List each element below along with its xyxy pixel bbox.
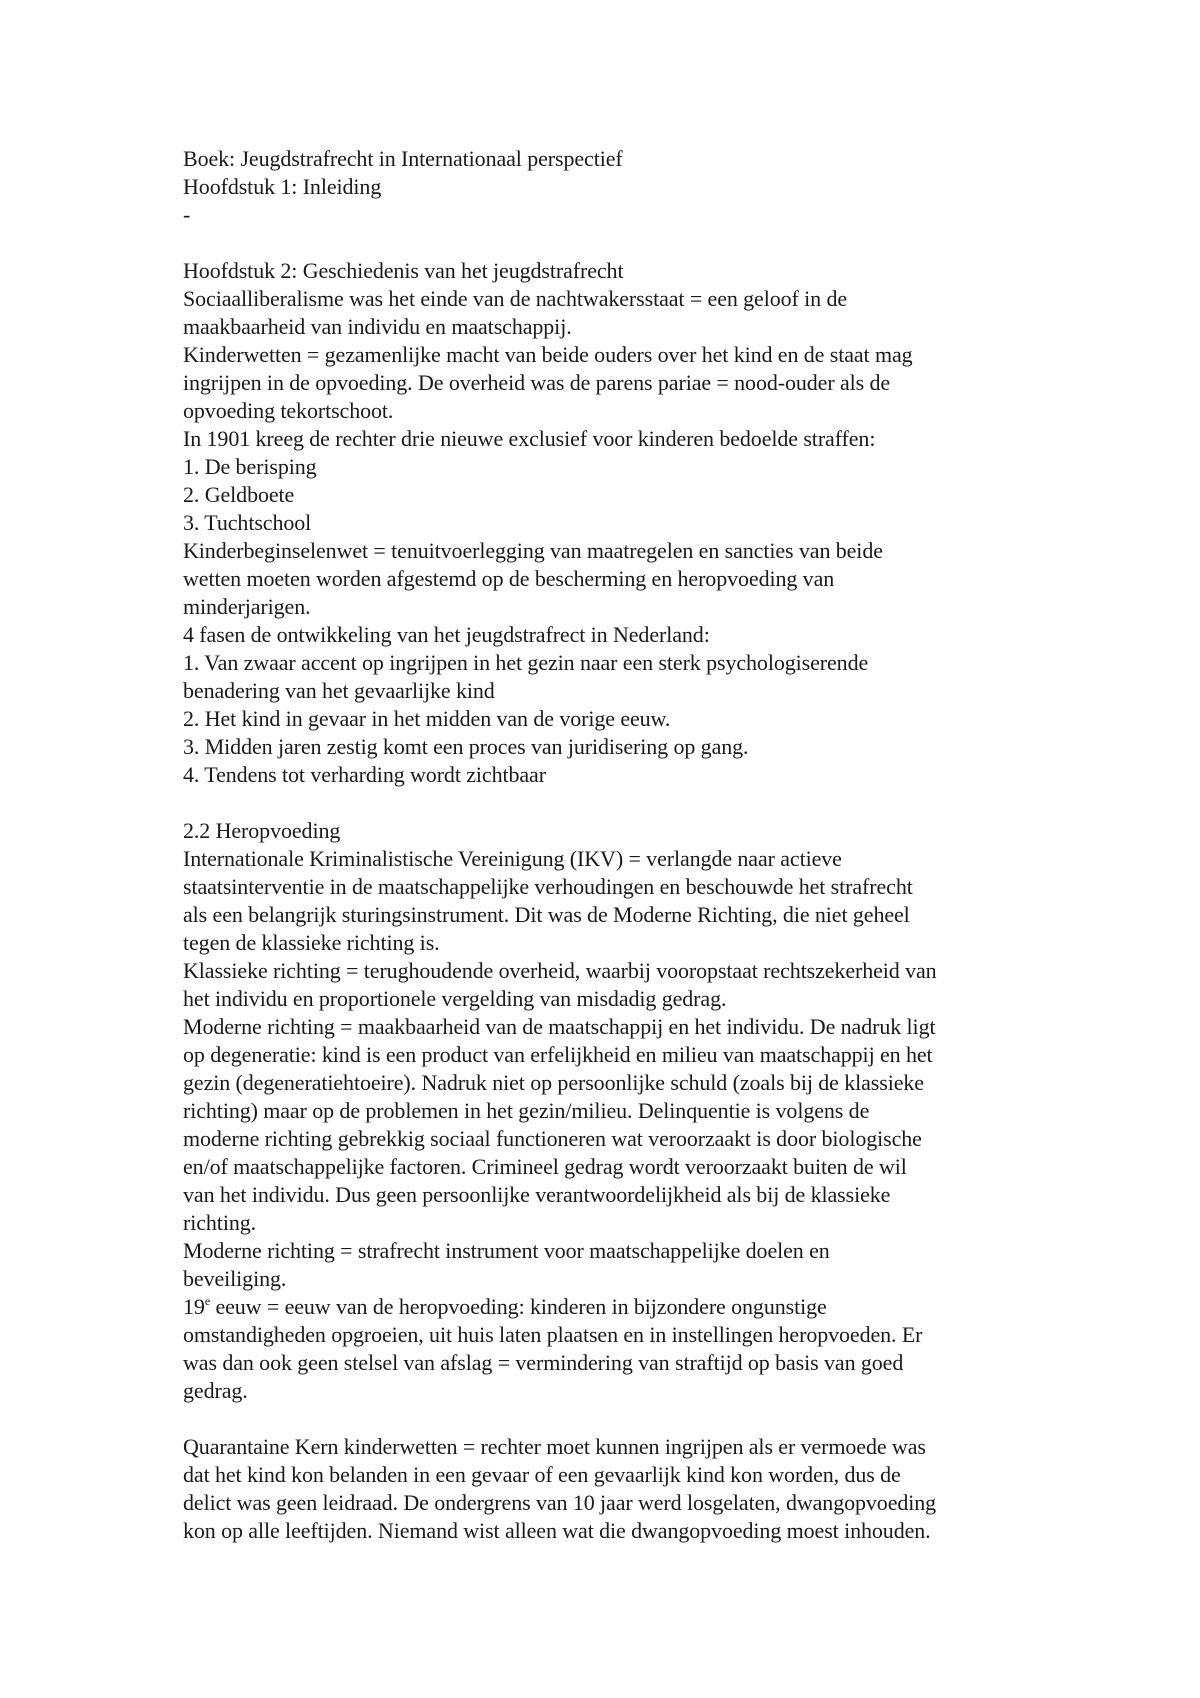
document-body: [183, 145, 1043, 1545]
text-line: dat het kind kon belanden in een gevaar of een gevaarlijk kind kon worden, dus de: [183, 1462, 901, 1487]
century-text: eeuw = eeuw van de heropvoeding: kinderen in bijzondere ongunstige: [210, 1294, 827, 1319]
text-line: Sociaalliberalisme was het einde van de nachtwakersstaat = een geloof in de: [183, 286, 848, 311]
list-item: 3. Tuchtschool: [183, 510, 312, 535]
text-line: op degeneratie: kind is een product van erfelijkheid en milieu van maatschappij en het: [183, 1042, 933, 1067]
list-item: 1. De berisping: [183, 454, 317, 479]
text-line: maakbaarheid van individu en maatschappij.: [183, 314, 572, 339]
section-2-2-heading: 2.2 Heropvoeding: [183, 818, 341, 843]
text-line: staatsinterventie in de maatschappelijke verhoudingen en beschouwde het strafrecht: [183, 874, 913, 899]
spacer: [183, 229, 1043, 257]
text-line: Moderne richting = maakbaarheid van de maatschappij en het individu. De nadruk ligt: [183, 1014, 936, 1039]
text-line: gedrag.: [183, 1378, 248, 1403]
text-line: kon op alle leeftijden. Niemand wist alleen wat die dwangopvoeding moest inhouden.: [183, 1518, 931, 1543]
book-title: Boek: Jeugdstrafrecht in Internationaal perspectief: [183, 146, 623, 171]
spacer: [183, 789, 1043, 817]
text-line: van het individu. Dus geen persoonlijke verantwoordelijkheid als bij de klassieke: [183, 1182, 891, 1207]
text-line: beveiliging.: [183, 1266, 287, 1291]
text-line: tegen de klassieke richting is.: [183, 930, 440, 955]
text-line: moderne richting gebrekkig sociaal functioneren wat veroorzaakt is door biologische: [183, 1126, 922, 1151]
century-superscript: e: [204, 1294, 211, 1308]
text-line: richting.: [183, 1210, 257, 1235]
chapter-2-heading: Hoofdstuk 2: Geschiedenis van het jeugdstrafrecht: [183, 258, 624, 283]
list-item: 1. Van zwaar accent op ingrijpen in het gezin naar een sterk psychologiserende: [183, 650, 869, 675]
text-line: Moderne richting = strafrecht instrument voor maatschappelijke doelen en: [183, 1238, 830, 1263]
text-line: opvoeding tekortschoot.: [183, 398, 394, 423]
text-line: omstandigheden opgroeien, uit huis laten plaatsen en in instellingen heropvoeden. Er: [183, 1322, 923, 1347]
list-item: benadering van het gevaarlijke kind: [183, 678, 495, 703]
text-line: Internationale Kriminalistische Vereinigung (IKV) = verlangde naar actieve: [183, 846, 842, 871]
century-number: 19: [183, 1294, 205, 1319]
text-line: 4 fasen de ontwikkeling van het jeugdstrafrect in Nederland:: [183, 622, 710, 647]
list-item: 2. Geldboete: [183, 482, 295, 507]
text-line: wetten moeten worden afgestemd op de bescherming en heropvoeding van: [183, 566, 835, 591]
list-item: 2. Het kind in gevaar in het midden van de vorige eeuw.: [183, 706, 671, 731]
text-line: delict was geen leidraad. De ondergrens van 10 jaar werd losgelaten, dwangopvoeding: [183, 1490, 937, 1515]
century-line: [183, 1293, 1043, 1321]
chapter-1-body: -: [183, 202, 191, 227]
text-line: minderjarigen.: [183, 594, 311, 619]
text-line: ingrijpen in de opvoeding. De overheid was de parens pariae = nood-ouder als de: [183, 370, 891, 395]
text-line: Klassieke richting = terughoudende overheid, waarbij vooropstaat rechtszekerheid van: [183, 958, 937, 983]
text-line: gezin (degeneratiehtoeire). Nadruk niet op persoonlijke schuld (zoals bij de klassieke: [183, 1070, 924, 1095]
chapter-1-heading: Hoofdstuk 1: Inleiding: [183, 174, 382, 199]
text-line: het individu en proportionele vergelding van misdadig gedrag.: [183, 986, 727, 1011]
list-item: 3. Midden jaren zestig komt een proces van juridisering op gang.: [183, 734, 749, 759]
text-line: richting) maar op de problemen in het gezin/milieu. Delinquentie is volgens de: [183, 1098, 870, 1123]
text-line: als een belangrijk sturingsinstrument. Dit was de Moderne Richting, die niet geheel: [183, 902, 910, 927]
spacer: [183, 1405, 1043, 1433]
text-line: Kinderbeginselenwet = tenuitvoerlegging van maatregelen en sancties van beide: [183, 538, 883, 563]
text-line: Quarantaine Kern kinderwetten = rechter moet kunnen ingrijpen als er vermoede was: [183, 1434, 926, 1459]
list-item: 4. Tendens tot verharding wordt zichtbaar: [183, 762, 546, 787]
text-line: was dan ook geen stelsel van afslag = vermindering van straftijd op basis van goed: [183, 1350, 904, 1375]
text-line: In 1901 kreeg de rechter drie nieuwe exclusief voor kinderen bedoelde straffen:: [183, 426, 876, 451]
text-line: en/of maatschappelijke factoren. Crimineel gedrag wordt veroorzaakt buiten de wil: [183, 1154, 907, 1179]
text-line: Kinderwetten = gezamenlijke macht van beide ouders over het kind en de staat mag: [183, 342, 913, 367]
